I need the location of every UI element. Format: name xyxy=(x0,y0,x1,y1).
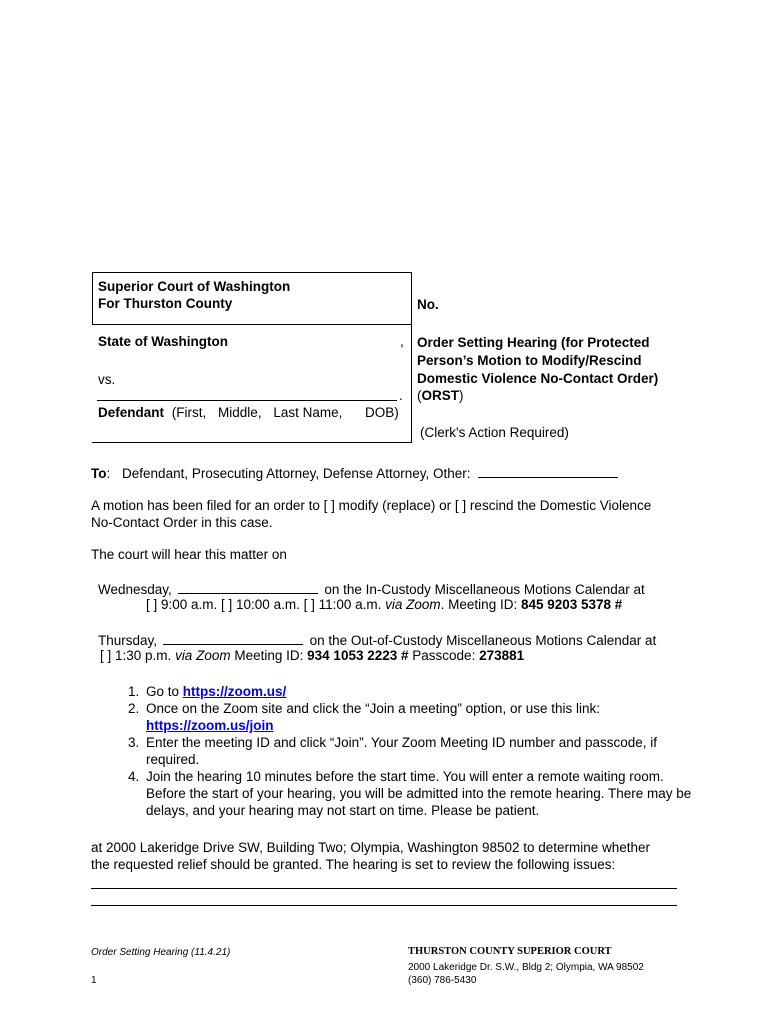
plaintiff-comma: , xyxy=(400,334,404,349)
defendant-field-last: Last Name, xyxy=(273,405,343,420)
defendant-field-first: (First, xyxy=(171,405,207,420)
wednesday-line xyxy=(98,580,645,597)
other-recipient-blank xyxy=(478,464,618,478)
list-item: 2. Once on the Zoom site and click the “Join a meeting” option, or use this link: https://zoom.us/join xyxy=(143,700,703,734)
defendant-field-middle: Middle, xyxy=(218,405,262,420)
thursday-meeting-id: 934 1053 2223 # xyxy=(307,648,409,663)
footer-page-number: 1 xyxy=(91,975,97,986)
thursday-line xyxy=(98,631,656,648)
defendant-label-row xyxy=(98,405,342,420)
defendant-field-dob: DOB) xyxy=(365,405,399,420)
list-item: 1. Go to https://zoom.us/ xyxy=(143,683,703,700)
wednesday-label: Wednesday, xyxy=(98,582,172,597)
to-line: To: Defendant, Prosecuting Attorney, Defense Attorney, Other: xyxy=(91,464,618,481)
zoom-join-link[interactable]: https://zoom.us/join xyxy=(146,718,274,733)
zoom-instructions-list xyxy=(118,683,703,819)
thursday-date-blank xyxy=(163,631,303,645)
issues-blank-line-2 xyxy=(91,905,677,906)
to-label: To xyxy=(91,466,107,481)
passcode-value: 273881 xyxy=(479,648,525,663)
caption-box-top-border xyxy=(92,272,412,273)
wednesday-calendar: on the In-Custody Miscellaneous Motions Calendar at xyxy=(324,582,645,597)
motion-line2: No-Contact Order in this case. xyxy=(91,515,273,530)
footer-address: 2000 Lakeridge Dr. S.W., Bldg 2; Olympia, WA 98502 xyxy=(408,962,644,973)
caption-box-left-border xyxy=(92,272,93,324)
zoom-link[interactable]: https://zoom.us/ xyxy=(182,684,287,699)
thursday-label: Thursday, xyxy=(98,633,158,648)
court-name-line1: Superior Court of Washington xyxy=(98,279,291,294)
thursday-via-zoom: via Zoom xyxy=(175,648,231,663)
to-recipients: Defendant, Prosecuting Attorney, Defense Attorney, Other: xyxy=(122,466,471,481)
thursday-time-option: [ ] 1:30 p.m. xyxy=(100,648,172,663)
defendant-period: . xyxy=(399,388,403,403)
footer-form-name: Order Setting Hearing (11.4.21) xyxy=(91,947,231,958)
caption-box-mid-border xyxy=(92,324,412,325)
location-line1: at 2000 Lakeridge Drive SW, Building Two; Olympia, Washington 98502 to determine whether xyxy=(91,840,651,855)
form-code: (ORST) xyxy=(417,388,464,403)
thursday-time-line: [ ] 1:30 p.m. via Zoom Meeting ID: 934 1053 2223 # Passcode: 273881 xyxy=(100,648,525,663)
defendant-label: Defendant xyxy=(98,405,165,420)
wednesday-time-options: [ ] 9:00 a.m. [ ] 10:00 a.m. [ ] 11:00 a.m. xyxy=(146,597,382,612)
passcode-label: Passcode: xyxy=(412,648,476,663)
motion-line1: A motion has been filed for an order to [ ] modify (replace) or [ ] rescind the Domestic Violence xyxy=(91,498,652,513)
caption-divider xyxy=(411,272,412,442)
case-number-label: No. xyxy=(417,297,439,312)
issues-blank-line-1 xyxy=(91,888,677,889)
list-item: 3. Enter the meeting ID and click “Join”. Your Zoom Meeting ID number and passcode, if required. xyxy=(143,734,703,768)
thursday-calendar: on the Out-of-Custody Miscellaneous Motions Calendar at xyxy=(309,633,657,648)
document-title-line3: Domestic Violence No-Contact Order) xyxy=(417,371,659,386)
court-name-line2: For Thurston County xyxy=(98,296,233,311)
defendant-name-line xyxy=(97,400,397,401)
document-title-line2: Person’s Motion to Modify/Rescind xyxy=(417,353,642,368)
footer-court-name: THURSTON COUNTY SUPERIOR COURT xyxy=(408,946,612,957)
clerk-action-note: (Clerk's Action Required) xyxy=(420,425,569,440)
footer-phone: (360) 786-5430 xyxy=(408,975,477,986)
wednesday-date-blank xyxy=(178,580,318,594)
hearing-intro: The court will hear this matter on xyxy=(91,547,287,562)
location-line2: the requested relief should be granted. The hearing is set to review the following issues: xyxy=(91,857,616,872)
document-title-line1: Order Setting Hearing (for Protected xyxy=(417,335,650,350)
wednesday-via-zoom: via Zoom xyxy=(385,597,441,612)
list-item: 4. Join the hearing 10 minutes before the start time. You will enter a remote waiting room. Before the start of your hearing, you will be admitted into the remote hearing. There may be delays, and your hearing may not start on time. Please be patient. xyxy=(143,768,703,819)
plaintiff-name: State of Washington xyxy=(98,334,228,349)
wednesday-meeting-id: 845 9203 5378 # xyxy=(520,597,623,612)
caption-box-bottom-border xyxy=(92,442,412,443)
wednesday-times-line: [ ] 9:00 a.m. [ ] 10:00 a.m. [ ] 11:00 a.m. via Zoom. Meeting ID: 845 9203 5378 # xyxy=(146,597,623,612)
versus-label: vs. xyxy=(98,372,116,387)
